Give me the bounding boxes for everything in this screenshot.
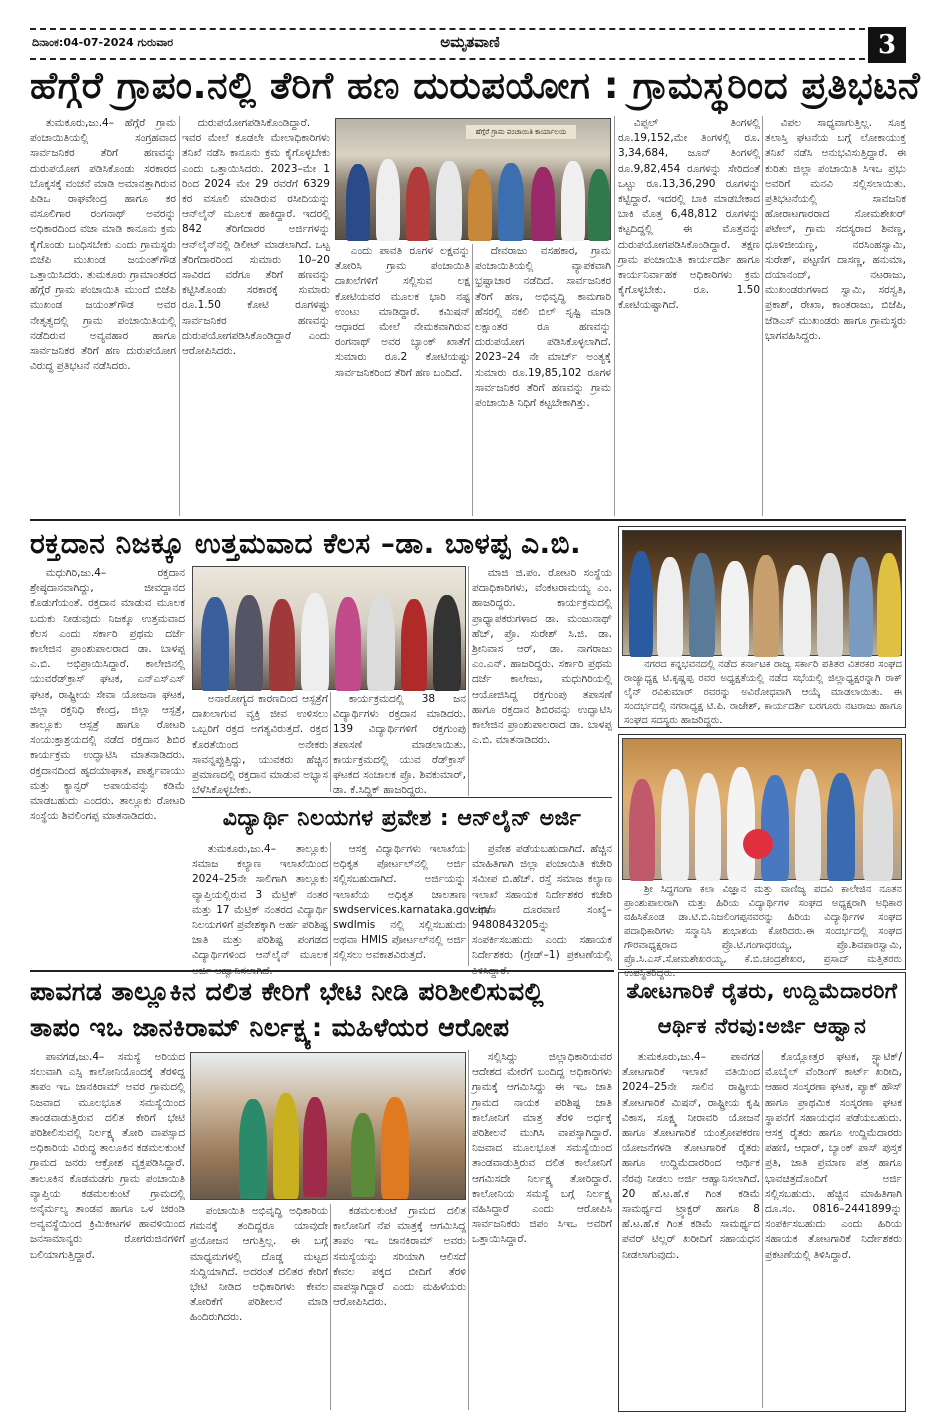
article5-headline: ತೋಟಗಾರಿಕೆ ರೈತರು, ಉದ್ದಿಮೆದಾರರಿಗೆ ಆರ್ಥಿಕ ನೆರವು:ಅರ್ಜಿ ಆಹ್ವಾನ [626,979,898,1038]
article1-headline: ಹೆಗ್ಗೆರೆ ಗ್ರಾಪಂ.ನಲ್ಲಿ ತೆರಿಗೆ ಹಣ ದುರುಪಯೋಗ : ಗ್ರಾಮಸ್ಥರಿಂದ ಪ್ರತಿಭಟನೆ [30,64,921,107]
article3-column: ಆಸಕ್ತ ವಿದ್ಯಾರ್ಥಿಗಳು ಇಲಾಖೆಯ ಅಧಿಕೃತ ಪೋರ್ಟಲ್‌ನಲ್ಲಿ ಅರ್ಜಿ ಸಲ್ಲಿಸಬಹುದಾಗಿದೆ. ಅರ್ಜಿಯನ್ನು ಇಲಾಖೆಯ ಅಧಿಕೃತ ಜಾಲತಾಣ swdservices.karnataka.gov.in/ swdlmis ನಲ್ಲಿ ಸಲ್ಲಿಸಬಹುದು ಅಥವಾ HMIS ಪೋರ್ಟಲ್‌ನಲ್ಲಿ ಅರ್ಜಿ ಸಲ್ಲಿಸಲು ಅವಕಾಶವಿರುತ್ತದೆ. [333,843,491,962]
masthead-rule-top [30,28,865,30]
article2-column: ಕಾರ್ಯಕ್ರಮದಲ್ಲಿ 38 ಜನ ವಿದ್ಯಾರ್ಥಿಗಳು ರಕ್ತದಾನ ಮಾಡಿದರು. 139 ವಿದ್ಯಾರ್ಥಿಗಳಿಗೆ ರಕ್ತಗುಂಪು ತಪಾಸಣೆ ಮಾಡಲಾಯಿತು. ಕಾರ್ಯಕ್ರಮದಲ್ಲಿ ಯುವ ರೆಡ್‌ಕ್ರಾಸ್ ಘಟಕದ ಸಂಚಾಲಕ ಪ್ರೊ. ಶಿವಕುಮಾರ್, ಡಾ. ಕೆ.ಸಿದ್ದಿಕ್ ಹಾಜರಿದ್ದರು. [333,693,466,797]
article2-column: ಮಾಜಿ ಜಿ.ಪಂ. ರೋಟರಿ ಸಂಸ್ಥೆಯ ಪದಾಧಿಕಾರಿಗಳು, ವೆಂಕಟರಾಮಯ್ಯ ಎಂ. ಹಾಜರಿದ್ದರು. ಕಾರ್ಯಕ್ರಮದಲ್ಲಿ ಪ್ರಾಧ್ಯಾಪಕರುಗಳಾದ ಡಾ. ಮಂಜುನಾಥ್ ಹೆಚ್, ಪ್ರೊ. ಸುರೇಶ್ ಸಿ.ಜಿ. ಡಾ. ಶ್ರೀನಿವಾಸ ಆರ್, ಡಾ. ನಾಗರಾಜು ಎಂ.ಎನ್. ಹಾಜರಿದ್ದರು. ಸರ್ಕಾರಿ ಪ್ರಥಮ ದರ್ಜೆ ಕಾಲೇಜು, ಮಧುಗಿರಿಯಲ್ಲಿ ಆಯೋಜಿಸಿದ್ದ ರಕ್ತಗುಂಪು ತಪಾಸಣೆ ಹಾಗೂ ರಕ್ತದಾನ ಶಿಬಿರವನ್ನು ಉದ್ಘಾಟಿಸಿ ಕಾಲೇಜಿನ ಪ್ರಾಂಶುಪಾಲರಾದ ಡಾ. ಬಾಳಪ್ಪ ಎ.ಬಿ. ಮಾತನಾಡಿದರು. [472,567,612,747]
page-number: 3 [868,27,906,63]
article1-column: ದೇವರಾಜು ವಸಹಕಾರ, ಗ್ರಾಮ ಪಂಚಾಯಿತಿಯಲ್ಲಿ ವ್ಯಾಪಕವಾಗಿ ಭ್ರಷ್ಟಾಚಾರ ನಡೆದಿದೆ. ಸಾರ್ವಜನಿಕರ ತೆರಿಗೆ ಹಣ, ಅಭಿವೃದ್ಧಿ ಕಾಮಗಾರಿ ಹೆಸರಲ್ಲಿ ನಕಲಿ ಬಿಲ್ ಸೃಷ್ಟಿ ಮಾಡಿ ಲಕ್ಷಾಂತರ ರೂ ಹಣವನ್ನು ದುರುಪಯೋಗ ಪಡಿಸಿಕೊಳ್ಳಲಾಗಿದೆ. 2023–24 ನೇ ಮಾರ್ಚ್ ಅಂತ್ಯಕ್ಕೆ ಸುಮಾರು ರೂ.19,85,102 ರೂಗಳ ಸಾರ್ವಜನಿಕರ ತೆರಿಗೆ ಹಣವನ್ನು ಗ್ರಾಮ ಪಂಚಾಯಿತಿ ನಿಧಿಗೆ ಕಟ್ಟಬೇಕಾಗಿತ್ತು. [475,245,611,410]
photo-caption: ನಗರದ ಕನ್ನಭವನದಲ್ಲಿ ನಡೆದ ಕರ್ನಾಟಕ ರಾಜ್ಯ ಸರ್ಕಾರಿ ಪತಿತರ ವಿತರಕರ ಸಂಘದ ರಾಜ್ಯಾಧ್ಯಕ್ಷ ಟಿ.ಕೃಷ್ಣಪ್ಪ ರವರ ಅಧ್ಯಕ್ಷತೆಯಲ್ಲಿ ನಡೆದ ಸಭೆಯಲ್ಲಿ ಜಿಲ್ಲಾಧ್ಯಕ್ಷರನ್ನಾಗಿ ರಾಕ್ ಲೈನ್ ರವಿಕುಮಾರ್ ರವರನ್ನು ಅವಿರೋಧವಾಗಿ ಆಯ್ಕೆ ಮಾಡಲಾಯಿತು. ಈ ಸಂದರ್ಭದಲ್ಲಿ ನಗರಾಧ್ಯಕ್ಷ ಟಿ.ಪಿ. ರಾಜೇಶ್, ಕಾರ್ಯದರ್ಶಿ ಬರಗೂರು ನಟರಾಜು ಹಾಗೂ ಸಂಘದ ಸದಸ್ಯರು ಹಾಜರಿದ್ದರು. [624,659,902,726]
article4-column: ಕಡಮಲಕುಂಟೆ ಗ್ರಾಮದ ದಲಿತ ಕಾಲೋನಿಗೆ ನೆಪ ಮಾತ್ರಕ್ಕೆ ಆಗಮಿಸಿದ್ದ ತಾಪಂ ಇಒ ಜಾನಕಿರಾಮ್ ಅವರು ಸಮಸ್ಯೆಯನ್ನು ಸರಿಯಾಗಿ ಆಲಿಸದೆ ಕೇವಲ ಪಕ್ಕದ ಬೀದಿಗೆ ತೆರಳಿ ವಾಪಸ್ಸಾಗಿದ್ದಾರೆ ಎಂದು ಮಹಿಳೆಯರು ಆರೋಪಿಸಿದರು. [333,1205,466,1309]
felicitation-photo [622,738,902,880]
article3-headline: ವಿದ್ಯಾರ್ಥಿ ನಿಲಯಗಳ ಪ್ರವೇಶ : ಆನ್‌ಲೈನ್ ಅರ್ಜಿ [222,806,582,831]
article4-headline-line1: ಪಾವಗಡ ತಾಲ್ಲೂಕಿನ ದಲಿತ ಕೇರಿಗೆ ಭೇಟಿ ನೀಡಿ ಪರಿಶೀಲಿಸುವಲ್ಲಿ [30,977,545,1006]
association-meeting-photo [622,530,902,656]
article2-headline: ರಕ್ತದಾನ ನಿಜಕ್ಕೂ ಉತ್ತಮವಾದ ಕೆಲಸ –ಡಾ. ಬಾಳಪ್ಪ ಎ.ಬಿ. [30,527,582,560]
article5-column: ತುಮಕೂರು,ಜು.4– ಪಾವಗಡ ತೋಟಗಾರಿಕೆ ಇಲಾಖೆ ವತಿಯಿಂದ 2024–25ನೇ ಸಾಲಿನ ರಾಷ್ಟ್ರೀಯ ತೋಟಗಾರಿಕೆ ಮಿಷನ್, ರಾಷ್ಟ್ರೀಯ ಕೃಷಿ ವಿಕಾಸ, ಸೂಕ್ಷ್ಮ ನೀರಾವರಿ ಯೋಜನೆ ಹಾಗೂ ತೋಟಗಾರಿಕೆ ಯಂತ್ರೋಪಕರಣ ಯೋಜನೆಗಳಡಿ ತೋಟಗಾರಿಕೆ ರೈತರು ಹಾಗೂ ಉದ್ದಿಮೆದಾರರಿಂದ ಆರ್ಥಿಕ ನೆರವು ನೀಡಲು ಅರ್ಜಿ ಆಹ್ವಾನಿಸಲಾಗಿದೆ. 20 ಹೆ.ಟ.ಹೆ.ಕ ಗಿಂತ ಕಡಿಮೆ ಸಾಮರ್ಥ್ಯದ ಟ್ರ್ಯಾಕ್ಟರ್ ಹಾಗೂ 8 ಹೆ.ಟ.ಹೆ.ಕ ಗಿಂತ ಕಡಿಮೆ ಸಾಮರ್ಥ್ಯದ ಪವರ್ ಟಿಲ್ಲರ್ ಖರೀದಿಗೆ ಸಹಾಯಧನ ನೀಡಲಾಗುವುದು. [622,1051,760,1261]
building-sign: ಹೆಗ್ಗೆರೆ ಗ್ರಾಮ ಪಂಚಾಯಿತಿ ಕಾರ್ಯಾಲಯ [466,125,576,139]
article1-column: ದುರುಪಯೋಗಪಡಿಸಿಕೊಂಡಿದ್ದಾರೆ. ಇವರ ಮೇಲೆ ಕೂಡಲೇ ಮೇಲಾಧಿಕಾರಿಗಳು ತನಿಖೆ ನಡೆಸಿ ಕಾನೂನು ಕ್ರಮ ಕೈಗೊಳ್ಳಬೇಕು ಎಂದು ಒತ್ತಾಯಿಸಿದರು. 2023–ಮೇ 1 ರಿಂದ 2024 ಮೇ 29 ರವರೆಗೆ 6329 ಕರ ವಸೂಲಿ ಮಾಡಿರುವ ರಸೀದಿಯನ್ನು ಆನ್‌ಲೈನ್ ಮೂಲಕ ಹಾಕಿದ್ದಾರೆ. ಇದರಲ್ಲಿ 842 ತೆರಿಗೆದಾರರ ಅರ್ಜಿಗಳನ್ನು ಆನ್‌ಲೈನ್‌ನಲ್ಲಿ ಡಿಲೀಟ್ ಮಾಡಲಾಗಿದೆ. ಒಟ್ಟ ತೆರಿಗೆದಾರರಿಂದ ಸುಮಾರು 10–20 ಸಾವಿರದ ವರೆಗೂ ತೆರಿಗೆ ಹಣವನ್ನು ಕಟ್ಟಿಸಿಕೊಂಡು ಸರಕಾರಕ್ಕೆ ಸುಮಾರು ರೂ.1.50 ಕೋಟಿ ರೂಗಳಷ್ಟು ಸಾರ್ವಜನಿಕರ ಹಣವನ್ನು ದುರುಪಯೋಗಪಡಿಸಿಕೊಂಡಿದ್ದಾರೆ ಎಂದು ಆರೋಪಿಸಿದರು. [182,117,330,358]
article3-column: ತುಮಕೂರು,ಜು.4– ತಾಲ್ಲೂಕು ಸಮಾಜ ಕಲ್ಯಾಣ ಇಲಾಖೆಯಿಂದ 2024–25ನೇ ಸಾಲಿಗಾಗಿ ತಾಲ್ಲೂಕು ವ್ಯಾಪ್ತಿಯಲ್ಲಿರುವ 3 ಮೆಟ್ರಿಕ್ ನಂತರ ಮತ್ತು 17 ಮೆಟ್ರಿಕ್ ನಂತರದ ವಿದ್ಯಾರ್ಥಿ ನಿಲಯಗಳಿಗೆ ಪ್ರವೇಶಕ್ಕಾಗಿ ಅರ್ಹ ಪರಿಶಿಷ್ಟ ಜಾತಿ ಮತ್ತು ಪರಿಶಿಷ್ಟ ಪಂಗಡದ ವಿದ್ಯಾರ್ಥಿಗಳಿಂದ ಆನ್‌ಲೈನ್ ಮೂಲಕ ಅರ್ಜಿ ಆಹ್ವಾನಿಸಲಾಗಿದೆ. [192,843,328,977]
article3-column: ಪ್ರವೇಶ ಪಡೆಯಬಹುದಾಗಿದೆ. ಹೆಚ್ಚಿನ ಮಾಹಿತಿಗಾಗಿ ಜಿಲ್ಲಾ ಪಂಚಾಯಿತಿ ಕಚೇರಿ ಸಮೀಪ ಬಿ.ಹೆಚ್. ರಸ್ತೆ ಸಮಾಜ ಕಲ್ಯಾಣ ಇಲಾಖೆ ಸಹಾಯಕ ನಿರ್ದೇಶಕರ ಕಚೇರಿ ಅಥವಾ ದೂರವಾಣಿ ಸಂಖ್ಯೆ–9480843205ನ್ನು ಸಂಪರ್ಕಿಸಬಹುದು ಎಂದು ಸಹಾಯಕ ನಿರ್ದೇಶಕರು (ಗ್ರೇಡ್–1) ಪ್ರಕಟಣೆಯಲ್ಲಿ ತಿಳಿಸಿದ್ದಾರೆ. [472,843,612,977]
article4-column: ಪಾವಗಡ,ಜು.4– ಸಮಸ್ಯೆ ಅರಿಯದ ಸಲುವಾಗಿ ಎಸ್ಸಿ ಕಾಲೋನಿಯೊಂದಕ್ಕೆ ತೆರಳಿದ್ದ ತಾಪಂ ಇಒ ಜಾನಕಿರಾಮ್ ಅವರ ಗ್ರಾಮದಲ್ಲಿ ನಿಜವಾದ ಮೂಲಭೂತ ಸಮಸ್ಯೆಯಿಂದ ತಾಂಡವಾಡುತ್ತಿರುವ ದಲಿತ ಕೇರಿಗೆ ಭೇಟಿ ಪರಿಶೀಲಿಸುವಲ್ಲಿ ನಿರ್ಲಕ್ಷ್ಯ ತೋರಿ ವಾಪಸ್ಸಾದ ಅಧಿಕಾರಿಯ ವಿರುದ್ಧ ತಾಲೂಕಿನ ಕಡಮಲಕುಂಟೆ ಗ್ರಾಮದ ಜನರು ಆಕ್ರೋಶ ವ್ಯಕ್ತಪಡಿಸಿದ್ದಾರೆ. ತಾಲೂಕಿನ ಕೊಡಮಡಗು ಗ್ರಾಮ ಪಂಚಾಯಿತಿ ವ್ಯಾಪ್ತಿಯ ಕಡಮಲಕುಂಟೆ ಗ್ರಾಮದಲ್ಲಿ ಅನೈರ್ಮಲ್ಯ ತಾಂಡವ ಹಾಗೂ ಒಳ ಚರಂಡಿ ಅವ್ಯವಸ್ಥೆಯಿಂದ ಕ್ರಿಮಿಕೀಟಗಳ ಹಾವಳಿಯಿಂದ ಜನಸಾಮಾನ್ಯರು ರೋಗರುಜಿನಗಳಿಗೆ ಬಲಿಯಾಗುತ್ತಿದ್ದಾರೆ. [30,1051,185,1261]
paper-name: ಅಮೃತವಾಣಿ [440,33,500,51]
dalit-colony-photo [190,1052,466,1200]
article4-headline-line2: ತಾಪಂ ಇಒ ಜಾನಕಿರಾಮ್ ನಿರ್ಲಕ್ಷ್ಯ: ಮಹಿಳೆಯರ ಆರೋಪ [30,1013,510,1042]
article2-column: ಮಧುಗಿರಿ,ಜು.4– ರಕ್ತದಾನ ಶ್ರೇಷ್ಠದಾನವಾಗಿದ್ದು, ಜೀವದ್ದಾನದ ಕೊಡುಗೆಯಂತೆ. ರಕ್ತದಾನ ಮಾಡುವ ಮೂಲಕ ಬದುಕು ನೀಡುವುದು ನಿಜಕ್ಕೂ ಉತ್ತಮವಾದ ಕೆಲಸ ಎಂದು ಸರ್ಕಾರಿ ಪ್ರಥಮ ದರ್ಜೆ ಕಾಲೇಜಿನ ಪ್ರಾಂಶುಪಾಲರಾದ ಡಾ. ಬಾಳಪ್ಪ ಎ.ಬಿ. ಅಭಿಪ್ರಾಯಿಸಿದ್ದಾರೆ. ಕಾಲೇಜಿನಲ್ಲಿ ಯುವರೆಡ್‌ಕ್ರಾಸ್ ಘಟಕ, ಎನ್‌ಎಸ್‌ಎಸ್ ಘಟಕ, ರಾಷ್ಟ್ರೀಯ ಸೇವಾ ಯೋಜನಾ ಘಟಕ, ಜಿಲ್ಲಾ ರಕ್ತನಿಧಿ ಕೇಂದ್ರ, ಜಿಲ್ಲಾ ಆಸ್ಪತ್ರೆ, ತಾಲ್ಲೂಕು ಆಸ್ಪತ್ರೆ ಹಾಗೂ ರೋಟರಿ ಸಂಯುಕ್ತಾಶ್ರಯದಲ್ಲಿ ನಡೆದ ರಕ್ತದಾನ ಶಿಬಿರ ಕಾರ್ಯಕ್ರಮ ಉದ್ಘಾಟಿಸಿ ಮಾತನಾಡಿದರು. ರಕ್ತದಾನದಿಂದ ಹೃದಯಾಘಾತ, ಪಾರ್ಶ್ವವಾಯು ಮತ್ತು ಕ್ಯಾನ್ಸರ್ ಅಪಾಯವನ್ನು ಕಡಿಮೆ ಮಾಡಬಹುದು ಎಂದರು. ತಾಲ್ಲೂಕು ರೋಟರಿ ಸಂಸ್ಥೆಯ ಶಿವಲಿಂಗಪ್ಪ ಮಾತನಾಡಿದರು. [30,567,185,823]
article5-column: ಕೊಯ್ಲೋತ್ತರ ಘಟಕ, ಸ್ಟ್ಯಾಟಿಕ್/ ಮೊಬೈಲ್ ವೆಂಡಿಂಗ್ ಕಾರ್ಟ್ ಖರೀದಿ, ಆಹಾರ ಸಂಸ್ಕರಣಾ ಘಟಕ, ಪ್ಯಾಕ್ ಹೌಸ್ ಹಾಗೂ ಪ್ರಾಥಮಿಕ ಸಂಸ್ಕರಣಾ ಘಟಕ ಸ್ಥಾಪನೆಗೆ ಸಹಾಯಧನ ಪಡೆಯಬಹುದು. ಆಸಕ್ತ ರೈತರು ಹಾಗೂ ಉದ್ದಿಮೆದಾರರು ಪಹಣಿ, ಆಧಾರ್, ಬ್ಯಾಂಕ್ ಪಾಸ್ ಪುಸ್ತಕ ಪ್ರತಿ, ಜಾತಿ ಪ್ರಮಾಣ ಪತ್ರ ಹಾಗೂ ಭಾವಚಿತ್ರದೊಂದಿಗೆ ಅರ್ಜಿ ಸಲ್ಲಿಸಬಹುದು. ಹೆಚ್ಚಿನ ಮಾಹಿತಿಗಾಗಿ ದೂ.ಸಂ. 0816–2441899ನ್ನು ಸಂಪರ್ಕಿಸಬಹುದು ಎಂದು ಹಿರಿಯ ಸಹಾಯಕ ತೋಟಗಾರಿಕೆ ನಿರ್ದೇಶಕರು ಪ್ರಕಟಣೆಯಲ್ಲಿ ತಿಳಿಸಿದ್ದಾರೆ. [765,1051,902,1261]
article1-column: ಎಂದು ಪಾವತಿ ರೂಗಳ ಲಕ್ಷವನ್ನು ತೋರಿಸಿ ಗ್ರಾಮ ಪಂಚಾಯಿತಿ ದಾಖಲೆಗಳಿಗೆ ಸಲ್ಲಿಸುವ ಲಕ್ಷ ಕೋಟಿಯವರ ಮೂಲಕ ಭಾರಿ ನಷ್ಟ ಉಂಟು ಮಾಡಿದ್ದಾರೆ. ಕಮಿಷನ್ ಆಧಾರದ ಮೇಲೆ ನೇಮಕವಾಗಿರುವ ರಂಗನಾಥ್ ಅವರ ಬ್ಯಾಂಕ್ ಖಾತೆಗೆ ಸುಮಾರು ರೂ.2 ಕೋಟಿಯಷ್ಟು ಸಾರ್ವಜನಿಕರಿಂದ ತೆರಿಗೆ ಹಣ ಬಂದಿದೆ. [335,245,470,379]
issue-date: ದಿನಾಂಕ:04-07-2024 ಗುರುವಾರ [32,36,174,49]
masthead-rule-bottom [30,58,865,60]
article4-column: ಸಲ್ಲಿಸಿದ್ದು ಜಿಲ್ಲಾಧಿಕಾರಿಯವರ ಆದೇಶದ ಮೇರೆಗೆ ಬಂದಿದ್ದ ಅಧಿಕಾರಿಗಳು ಗ್ರಾಮಕ್ಕೆ ಆಗಮಿಸಿದ್ದು ಈ ಇಒ ಜಾತಿ ಗ್ರಾಮದ ನಾಯಕ ಪರಿಶಿಷ್ಟ ಜಾತಿ ಕಾಲೋನಿಗೆ ಮಾತ್ರ ತೆರಳಿ ಅರ್ಧಕ್ಕೆ ಪರಿಶೀಲನೆ ಮುಗಿಸಿ ವಾಪಸ್ಸಾಗಿದ್ದಾರೆ. ನಿಜವಾದ ಮೂಲಭೂತ ಸಮಸ್ಯೆಯಿಂದ ತಾಂಡವಾಡುತ್ತಿರುವ ದಲಿತ ಕಾಲೋನಿಗೆ ಆಗಮಿಸದೇ ನಿರ್ಲಕ್ಷ್ಯ ತೋರಿದ್ದಾರೆ. ಕಾಲೋನಿಯ ಸಮಸ್ಯೆ ಬಗ್ಗೆ ನಿರ್ಲಕ್ಷ್ಯ ವಹಿಸಿದ್ದಾರೆ ಎಂದು ಆರೋಪಿಸಿ ಸಾರ್ವಜನಿಕರು ಜಿಪಂ ಸಿಇಒ ಅವರಿಗೆ ಒತ್ತಾಯಿಸಿದ್ದಾರೆ. [472,1051,612,1246]
article1-column: ತುಮಕೂರು,ಜು.4– ಹೆಗ್ಗೆರೆ ಗ್ರಾಮ ಪಂಚಾಯಿತಿಯಲ್ಲಿ ಸಂಗ್ರಹವಾದ ಸಾರ್ವಜನಿಕರ ತೆರಿಗೆ ಹಣವನ್ನು ದುರುಪಯೋಗ ಪಡಿಸಿಕೊಂಡು ಸರಕಾರದ ಬೊಕ್ಕಸಕ್ಕೆ ವಂಚನೆ ಮಾಡಿ ಅಮಾನತ್ತಾಗಿರುವ ಪಿಡಿಒ ರಾಘವೇಂದ್ರ ಹಾಗೂ ಕರ ವಸೂಲಿಗಾರ ರಂಗನಾಥ್ ಅವರನ್ನು ಅಧಿಕಾರದಿಂದ ವಜಾ ಮಾಡಿ ಕಾನೂನು ಕ್ರಮ ಕೈಗೊಂಡು ಬಂಧಿಸಬೇಕು ಎಂದು ಗ್ರಾಮಸ್ಥರು ಬಿಜೆಪಿ ಮುಖಂಡ ಜಯಂತ್‌ಗೌಡ ಒತ್ತಾಯಿಸಿದರು. ತುಮಕೂರು ಗ್ರಾಮಾಂತರದ ಹೆಗ್ಗೆರೆ ಗ್ರಾಮ ಪಂಚಾಯಿತಿ ಮುಂದೆ ಬಿಜೆಪಿ ಮುಖಂಡ ಜಯಂತ್‌ಗೌಡ ಅವರ ನೇತೃತ್ವದಲ್ಲಿ ಗ್ರಾಮ ಪಂಚಾಯಿತಿಯಲ್ಲಿ ನಡೆದಿರುವ ಅವ್ಯವಹಾರ ಹಾಗೂ ಸಾರ್ವಜನಿಕರ ತೆರಿಗೆ ಹಣ ದುರುಪಯೋಗ ವಿರುದ್ಧ ಪ್ರತಿಭಟನೆ ನಡೆಸಿದರು. [30,117,176,373]
blood-donation-photo [192,566,466,690]
article1-column: ವಿಪಲ ಸಾಧ್ಯವಾಗುತ್ತಿಲ್ಲ. ಸೂಕ್ತ ತಲಾಸ್ತಿ ಘಟನೆಯ ಬಗ್ಗೆ ಲೋಕಾಯುಕ್ತ ತನಿಖೆ ನಡೆಸಿ ಅನುಭವಿಸುತ್ತಿದ್ದಾರೆ. ಈ ಕುರಿತು ಜಿಲ್ಲಾ ಪಂಚಾಯಿತಿ ಸಿಇಒ ಪ್ರಭು ಅವರಿಗೆ ಮನವಿ ಸಲ್ಲಿಸಲಾಯಿತು. ಪ್ರತಿಭಟನೆಯಲ್ಲಿ ಸಾವಜನಿಕ ಹೋರಾಟಗಾರರಾದ ಸೋಮಶೇಖರ್ ಪಟೇಲ್, ಗ್ರಾಮ ಸದಸ್ಯರಾದ ಶಿವಣ್ಣ, ಧೂಳಿಜೀಯಣ್ಣ, ನರಸಿಂಹಸ್ವಾಮಿ, ಸುರೇಶ್, ಪಟ್ಟಣಿಗ ದಾಸಣ್ಣ, ಹನುಮಾ, ದಯಾನಂದ್, ನಟರಾಜು, ಮುಖಂಡರುಗಳಾದ ಸ್ವಾಮಿ, ಸರಸ್ವತಿ, ಪ್ರಕಾಶ್, ರೇಖಾ, ಕಾಂತರಾಜು, ಬಿಜೆಪಿ, ಜೆಡಿಎಸ್ ಮುಖಂಡರು ಹಾಗೂ ಗ್ರಾಮಸ್ಥರು ಭಾಗವಹಿಸಿದ್ದರು. [765,117,906,342]
article4-column: ಪಂಚಾಯಿತಿ ಅಭಿವೃದ್ಧಿ ಅಧಿಕಾರಿಯ ಗಮನಕ್ಕೆ ತಂದಿದ್ದರೂ ಯಾವುದೇ ಪ್ರಯೋಜನ ಆಗುತ್ತಿಲ್ಲ. ಈ ಬಗ್ಗೆ ಮಾಧ್ಯಮಗಳಲ್ಲಿ ದೊಡ್ಡ ಮಟ್ಟದ ಸುದ್ದಿಯಾಗಿದೆ. ಅದರಂತೆ ದಲಿತರ ಕೇರಿಗೆ ಭೇಟಿ ನೀಡಿದ ಅಧಿಕಾರಿಗಳು ಕೇವಲ ತೋರಿಕೆಗೆ ಪರಿಶೀಲನೆ ಮಾಡಿ ಹಿಂದಿರುಗಿದರು. [190,1205,328,1324]
protest-photo [335,118,611,240]
article2-column: ಅನಾರೋಗ್ಯದ ಕಾರಣದಿಂದ ಆಸ್ಪತ್ರೆಗೆ ದಾಖಲಾಗುವ ವ್ಯಕ್ತಿ ಜೀವ ಉಳಿಸಲು ಒಬ್ಬರಿಗೆ ರಕ್ತದ ಅಗತ್ಯವಿರುತ್ತದೆ. ರಕ್ತದ ಕೊರತೆಯಿಂದ ಅನೇಕರು ಸಾವನ್ನಪ್ಪುತ್ತಿದ್ದು, ಯುವಕರು ಹೆಚ್ಚಿನ ಪ್ರಮಾಣದಲ್ಲಿ ರಕ್ತದಾನ ಮಾಡುವ ಅಭ್ಯಾಸ ಬೆಳೆಸಿಕೊಳ್ಳಬೇಕು. [192,693,328,797]
photo-caption: ಶ್ರೀ ಸಿದ್ಧಗಂಗಾ ಕಲಾ ವಿಜ್ಞಾನ ಮತ್ತು ವಾಣಿಜ್ಯ ಪದವಿ ಕಾಲೇಜಿನ ನೂತನ ಪ್ರಾಂಶುಪಾಲರಾಗಿ ಮತ್ತು ಹಿರಿಯ ವಿದ್ಯಾರ್ಥಿಗಳ ಸಂಘದ ಅಧ್ಯಕ್ಷರಾಗಿ ಅಧಿಕಾರ ವಹಿಸಿಕೊಂಡ ಡಾ.ಟಿ.ಬಿ.ನಿಜಲಿಂಗಪ್ಪನವರನ್ನು ಹಿರಿಯ ವಿದ್ಯಾರ್ಥಿಗಳ ಸಂಘದ ಪದಾಧಿಕಾರಿಗಳು ಸನ್ಮಾನಿಸಿ ಶುಭಾಶಯ ಕೋರಿದರು.ಈ ಸಂದರ್ಭದಲ್ಲಿ ಸಂಘದ ಗೌರವಾಧ್ಯಕ್ಷರಾದ ಪ್ರೊ.ಟಿ.ಗಂಗಾಧರಯ್ಯ, ಪ್ರೊ.ಶಿವಪಾರಸ್ವಾಮಿ, ಪ್ರೊ.ಸಿ.ಎಸ್.ಸೋಮಶೇಖರಯ್ಯ, ಕೆ.ಬಿ.ಚಂದ್ರಶೇಖರ, ಪ್ರಸಾದ್ ಮತ್ತಿತರರು ಉಪಸ್ಥಿತರಿದ್ದರು. [624,884,902,979]
article1-column: ವಿಪ್ಪಲ್ ತಿಂಗಳಲ್ಲಿ ರೂ.19,152,ಮೇ ತಿಂಗಳಲ್ಲಿ ರೂ. 3,34,684, ಜೂನ್ ತಿಂಗಳಲ್ಲಿ ರೂ.9,82,454 ರೂಗಳನ್ನು ಸೇರಿದಂತೆ ಒಟ್ಟು ರೂ.13,36,290 ರೂಗಳನ್ನು ಕಟ್ಟಿದ್ದಾರೆ. ಇದರಲ್ಲಿ ಬಾಕಿ ಮಾಡಬೇಕಾದ ಬಾಕಿ ಮೊತ್ತ 6,48,812 ರೂಗಳನ್ನು ಕಟ್ಟದಿದ್ದಲ್ಲಿ ಈ ಮೊತ್ತವನ್ನು ದುರುಪಯೋಗಪಡಿಸಿಕೊಂಡಿದ್ದಾರೆ. ತಕ್ಷಣ ಗ್ರಾಮ ಪಂಚಾಯಿತಿ ಕಾರ್ಯದರ್ಶಿ ಹಾಗೂ ಕಾರ್ಯನಿರ್ವಾಹಕ ಅಧಿಕಾರಿಗಳು ಕ್ರಮ ಕೈಗೊಳ್ಳಬೇಕು. ರೂ. 1.50 ಕೋಟಿಯಷ್ಟಾಗಿದೆ. [618,117,760,312]
